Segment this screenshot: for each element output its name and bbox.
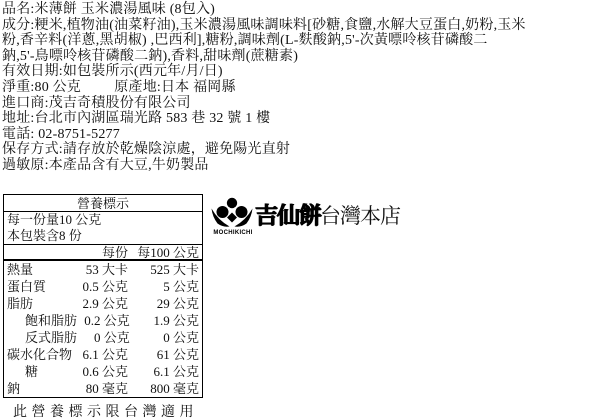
row-per-serving: 0.5 公克: [82, 279, 128, 294]
row-label: 蛋白質: [7, 279, 47, 294]
table-row-fat: [4, 295, 202, 312]
nutrition-table: [3, 194, 203, 398]
row-label: 飽和脂肪: [25, 313, 78, 328]
product-name-line: 品名:米薄餅 玉米濃湯風味 (8包入): [2, 2, 216, 17]
expiry-date-line: 有效日期:如包裝所示(西元年/月/日): [2, 64, 223, 80]
nutrition-column-headers: [4, 245, 202, 261]
product-info-block: [2, 2, 599, 174]
row-label: 鈉: [7, 381, 21, 396]
ingredients-line-2: 粉,香辛料(洋蔥,黑胡椒) ,巴西利],糖粉,調味劑(L-麩酸鈉,5'-次黃嘌呤核苷磷酸二: [2, 33, 488, 49]
row-per-serving: 80 毫克: [85, 381, 128, 396]
net-weight-origin-line: 淨重:80 公克 原產地:日本 福岡縣: [2, 79, 236, 95]
row-per-100g: 6.1 公克: [153, 364, 199, 379]
servings-per-pack: 本包裝含8 份: [7, 228, 82, 243]
row-per-serving: 0.6 公克: [82, 364, 128, 379]
row-label: 反式脂肪: [25, 330, 78, 345]
table-row-saturated-fat: [4, 312, 202, 329]
row-per-100g: 0 公克: [163, 330, 199, 345]
brand-name-bold: 吉仙餅: [255, 203, 321, 228]
row-per-serving: 53 大卡: [85, 262, 128, 277]
table-row-protein: [4, 278, 202, 295]
row-per-100g: 800 毫克: [150, 381, 199, 396]
row-label: 糖: [25, 364, 39, 379]
serving-size: 每一份量10 公克: [7, 212, 102, 227]
ingredients-line-1: 成分:粳米,植物油(油菜籽油),玉米濃湯風味調味料[砂糖,食鹽,水解大豆蛋白,奶粉,玉米: [2, 17, 526, 33]
row-per-100g: 61 公克: [156, 347, 199, 362]
row-per-100g: 5 公克: [163, 279, 199, 294]
nutrition-footnote: 此營養標示限台灣適用: [13, 405, 198, 418]
address-line: 地址:台北市內湖區瑞光路 583 巷 32 號 1 樓: [2, 111, 271, 127]
table-row-trans-fat: [4, 329, 202, 346]
row-label: 碳水化合物: [7, 347, 73, 362]
col-per-serving: 每份: [101, 245, 128, 260]
mochikichi-logo-icon: [211, 197, 253, 231]
row-per-serving: 0 公克: [93, 330, 130, 345]
row-per-100g: 29 公克: [156, 296, 199, 311]
row-per-serving: 6.1 公克: [82, 347, 128, 362]
brand-latin-name: MOCHIKICHI: [213, 230, 253, 236]
table-row-sodium: [4, 380, 202, 397]
row-per-serving: 2.9 公克: [82, 296, 128, 311]
storage-line: 保存方式:請存放於乾燥陰涼處，避免陽光直射: [2, 142, 291, 158]
row-per-serving: 0.2 公克: [84, 313, 130, 328]
table-row-carbohydrate: [4, 346, 202, 363]
row-per-100g: 525 大卡: [150, 262, 199, 277]
allergen-line: 過敏原:本產品含有大豆,牛奶製品: [2, 157, 209, 173]
phone-line: 電話: 02-8751-5277: [2, 126, 120, 142]
table-row-calories: [4, 261, 202, 278]
row-per-100g: 1.9 公克: [153, 313, 199, 328]
brand-name-light: 台灣本店: [320, 204, 400, 228]
nutrition-title: 營養標示: [4, 195, 202, 212]
table-row-sugar: [4, 363, 202, 380]
importer-line: 進口商:茂吉奇積股份有限公司: [2, 95, 191, 111]
ingredients-line-3: 鈉,5'-鳥嘌呤核苷磷酸二鈉),香料,甜味劑(蔗糖素): [2, 48, 299, 64]
serving-info: [4, 212, 202, 245]
col-per-100g: 每100 公克: [137, 245, 199, 260]
row-label: 脂肪: [7, 296, 34, 311]
row-label: 熱量: [7, 262, 34, 277]
